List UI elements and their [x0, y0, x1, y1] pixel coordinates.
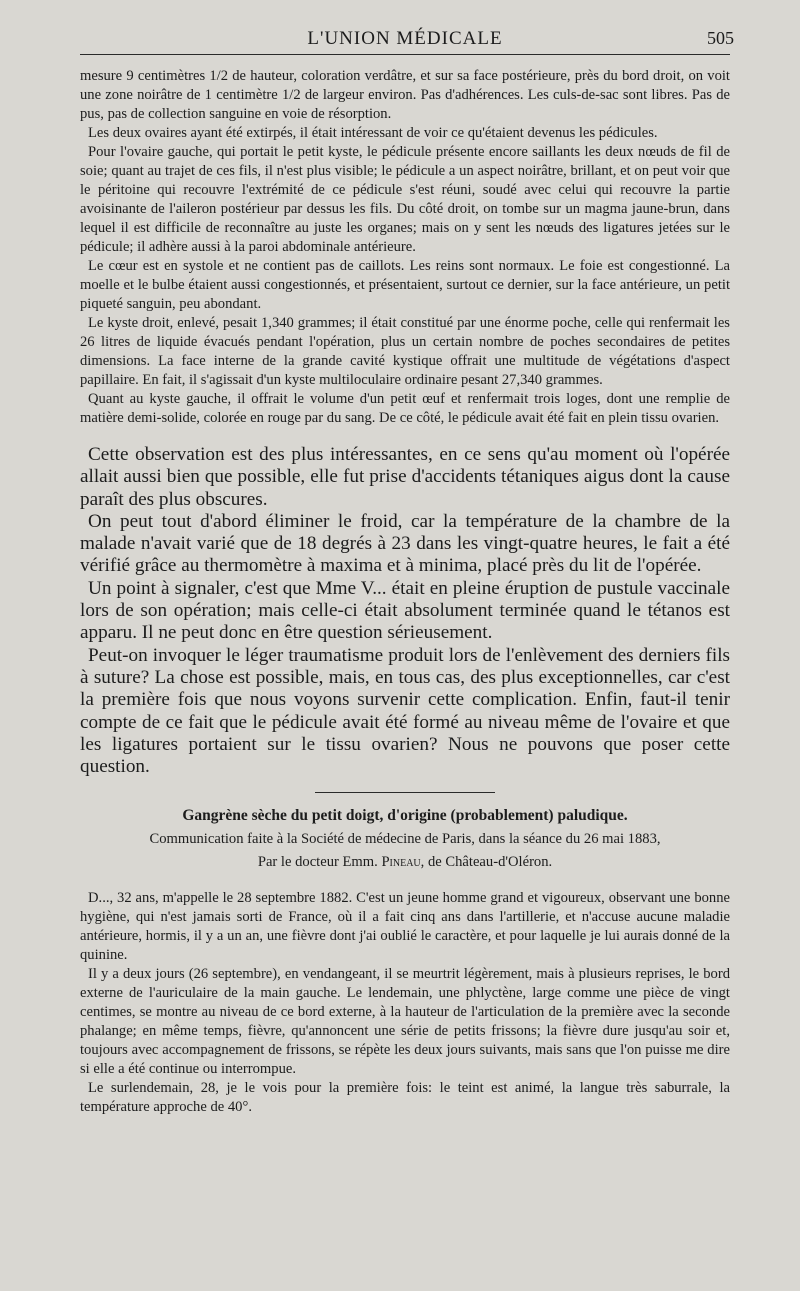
- discussion: [80, 444, 730, 778]
- byline-prefix: Par le docteur Emm.: [257, 854, 382, 871]
- paragraph: mesure 9 centimètres 1/2 de hauteur, coloration verdâtre, et sur sa face postérieure, près du bord droit, on voit une zone noirâtre de 1 centimètre 1/2 de largeur environ. Pas d'adhérences. Les culs-de-sac sont libres. Pas de pus, pas de collection sanguine en voie de résorption.: [80, 68, 730, 122]
- article-communication: Communication faite à la Société de médecine de Paris, dans la séance du 26 mai 1883,: [149, 831, 661, 848]
- paragraph: Le cœur est en systole et ne contient pas de caillots. Les reins sont normaux. Le foie est congestionné. La moelle et le bulbe étaient aussi congestionnés, et présentaient, surtout ce dernier, sur la face antérieure, un petit piqueté sanguin, peu abondant.: [80, 258, 730, 312]
- article: [80, 807, 730, 1117]
- paragraph: Pour l'ovaire gauche, qui portait le petit kyste, le pédicule présente encore saillants les deux nœuds de fil de soie; quant au trajet de ces fils, il n'est plus visible; le pédicule a un aspect noirâtre, brillant, et on peut voir que le péritoine qui recouvre l'extrémité de ce pédicule s'est réuni, soudé avec celui qui recouvre la partie avoisinante de l'aileron postérieur par dessus les fils. Du côté droit, on tombe sur un magma jaune-brun, dans lequel il est difficile de reconnaître au juste les organes; mais on y sent les nœuds des ligatures jetées sur le pédicule; il adhère aussi à la paroi abdominale antérieure.: [80, 144, 730, 255]
- article-title: Gangrène sèche du petit doigt, d'origine (probablement) paludique.: [182, 807, 628, 825]
- byline-suffix: , de Château-d'Oléron.: [420, 854, 553, 871]
- paragraph: Quant au kyste gauche, il offrait le volume d'un petit œuf et renfermait trois loges, dont une remplie de matière demi-solide, colorée en rouge par du sang. De ce côté, le pédicule avait été fait en plein tissu ovarien.: [80, 391, 730, 426]
- article-byline: [80, 854, 730, 871]
- paragraph: Il y a deux jours (26 septembre), en vendangeant, il se meurtrit légèrement, mais à plusieurs reprises, le bord externe de l'auriculaire de la main gauche. Le lendemain, une phlyctène, large comme une pièce de vingt centimes, se montre au niveau de ce bord externe, à la hauteur de l'articulation de la première avec la seconde phalange; en même temps, fièvre, qu'annoncent une série de petits frissons; la fièvre dure jusqu'au soir et, toujours avec accompagnement de frissons, se répète les deux jours suivants, mais sans que l'on puisse me dire si elle a été continue ou interrompue.: [80, 966, 730, 1078]
- observation-continued: [80, 67, 730, 428]
- paragraph: Le surlendemain, 28, je le vois pour la première fois: le teint est animé, la langue très saburrale, la température approche de 40°.: [80, 1080, 730, 1116]
- paragraph: Le kyste droit, enlevé, pesait 1,340 grammes; il était constitué par une énorme poche, celle qui renfermait les 26 litres de liquide évacués pendant l'opération, plus un certain nombre de poches secondaires de petites dimensions. La face interne de la grande cavité kystique offrait une multitude de végétations d'aspect papillaire. En fait, il s'agissait d'un kyste multiloculaire ordinaire pesant 27,340 grammes.: [80, 315, 730, 388]
- paragraph: Cette observation est des plus intéressantes, en ce sens qu'au moment où l'opérée allait aussi bien que possible, elle fut prise d'accidents tétaniques aigus dont la cause paraît des plus obscures.: [80, 444, 730, 510]
- running-header: [80, 26, 734, 55]
- paragraph: Un point à signaler, c'est que Mme V... était en pleine éruption de pustule vaccinale lors de son opération; mais celle-ci était absolument terminée quand le tétanos est apparu. Il ne peut donc en être question sérieusement.: [80, 577, 730, 644]
- paragraph: Les deux ovaires ayant été extirpés, il était intéressant de voir ce qu'étaient devenus les pédicules.: [88, 125, 658, 141]
- paragraph: On peut tout d'abord éliminer le froid, car la température de la chambre de la malade n'avait varié que de 18 degrés à 23 dans les vingt-quatre heures, le fait a été vérifié grâce au thermomètre à maxima et à minima, placé près du lit de l'opérée.: [80, 510, 730, 577]
- paragraph: Peut-on invoquer le léger traumatisme produit lors de l'enlèvement des derniers fils à suture? La chose est possible, mais, en tous cas, des plus exceptionnelles, car c'est la première fois que nous voyons survenir cette complication. Enfin, faut-il tenir compte de ce fait que le pédicule avait été formé au niveau même de l'ovaire et que les ligatures portaient sur le tissu ovarien? Nous ne pouvons que poser cette question.: [80, 644, 730, 778]
- paragraph: D..., 32 ans, m'appelle le 28 septembre 1882. C'est un jeune homme grand et vigoureux, observant une bonne hygiène, qui n'est jamais sorti de France, où il a fait cinq ans dans l'artillerie, et n'accuse aucune maladie antérieure, hormis, il y a un an, une fièvre dont j'ai oublié le caractère, et pour laquelle je lui aurais donné de la quinine.: [80, 890, 730, 964]
- page-number: 505: [707, 28, 734, 48]
- running-title: L'UNION MÉDICALE: [307, 28, 503, 49]
- author-name: Pineau: [381, 854, 421, 871]
- section-divider: [315, 792, 495, 793]
